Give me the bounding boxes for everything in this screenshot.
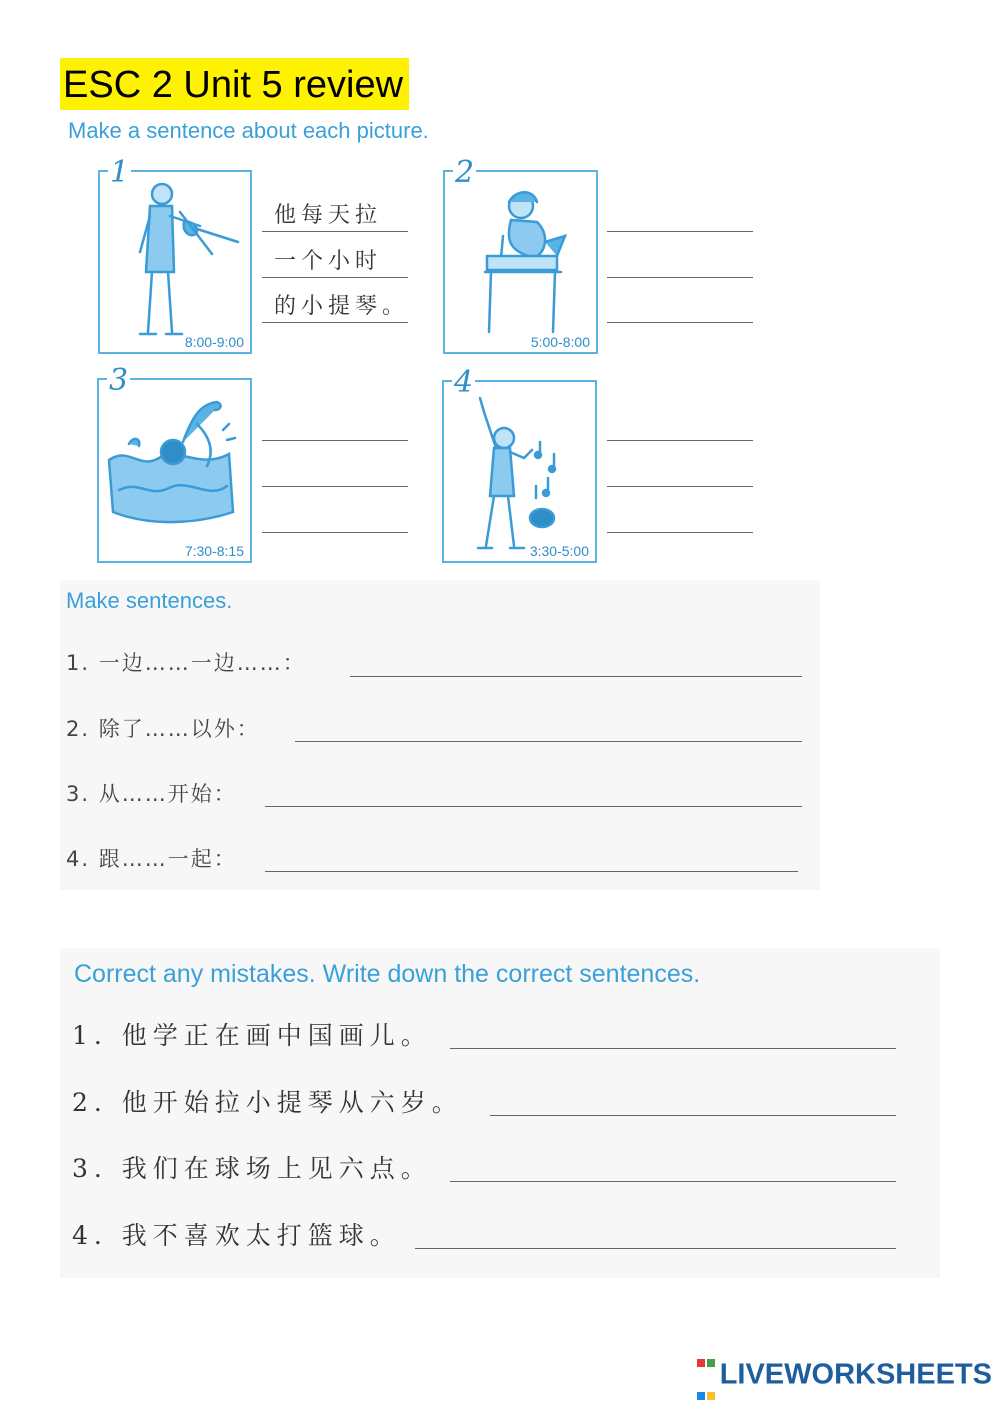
- make-sentence-item-4: 4. 跟……一起：: [66, 847, 237, 871]
- answer-line[interactable]: [490, 1115, 896, 1116]
- picture-1-violin-player: [98, 155, 252, 354]
- liveworksheets-logo[interactable]: [696, 1343, 992, 1409]
- studying-illustration: [445, 172, 596, 352]
- picture-time: 7:30-8:15: [184, 543, 244, 559]
- make-sentence-item-1: 1. 一边……一边……：: [66, 651, 306, 675]
- answer-line: [262, 277, 408, 278]
- picture-number: 4: [454, 365, 474, 400]
- correct-sentence-item-4: 4. 我不喜欢太打篮球。: [72, 1221, 401, 1250]
- answer-line[interactable]: [607, 440, 753, 441]
- picture-time: 8:00-9:00: [184, 334, 244, 350]
- answer-line[interactable]: [450, 1181, 896, 1182]
- correct-sentence-item-1: 1. 他学正在画中国画儿。: [72, 1021, 432, 1050]
- make-sentence-item-2: 2. 除了……以外：: [66, 717, 260, 741]
- picture-4-singer: [442, 365, 597, 563]
- example-line-2: 一个小时: [274, 249, 383, 274]
- picture-time: 3:30-5:00: [529, 543, 589, 559]
- answer-line[interactable]: [415, 1248, 896, 1249]
- answer-line[interactable]: [262, 532, 408, 533]
- picture-3-swimmer: [97, 363, 252, 563]
- violinist-illustration: [100, 172, 250, 352]
- answer-line: [262, 322, 408, 323]
- answer-line[interactable]: [262, 486, 408, 487]
- answer-line[interactable]: [607, 277, 753, 278]
- answer-line[interactable]: [295, 741, 802, 742]
- answer-line[interactable]: [450, 1048, 896, 1049]
- swimmer-illustration: [99, 380, 250, 561]
- answer-line: [262, 231, 408, 232]
- answer-line[interactable]: [607, 486, 753, 487]
- picture-number: 2: [455, 155, 475, 190]
- example-line-3: 的小提琴。: [274, 294, 410, 319]
- logo-text: LIVEWORKSHEETS: [719, 1358, 992, 1391]
- correct-sentence-item-2: 2. 他开始拉小提琴从六岁。: [72, 1088, 463, 1117]
- picture-2-person-studying: [443, 155, 598, 354]
- answer-line[interactable]: [350, 676, 802, 677]
- answer-line[interactable]: [607, 231, 753, 232]
- picture-time: 5:00-8:00: [530, 334, 590, 350]
- section1-heading: Make a sentence about each picture.: [68, 118, 429, 143]
- answer-line[interactable]: [265, 871, 798, 872]
- answer-line[interactable]: [262, 440, 408, 441]
- example-line-1: 他每天拉: [274, 203, 383, 228]
- make-sentence-item-3: 3. 从……开始：: [66, 782, 237, 806]
- correct-sentence-item-3: 3. 我们在球场上见六点。: [72, 1154, 432, 1183]
- worksheet-title: ESC 2 Unit 5 review: [60, 58, 409, 110]
- picture-number: 3: [109, 363, 129, 398]
- answer-line[interactable]: [607, 322, 753, 323]
- section2-heading: Make sentences.: [66, 588, 233, 613]
- section3-heading: Correct any mistakes. Write down the correct sentences.: [74, 960, 701, 988]
- picture-number: 1: [110, 155, 130, 190]
- answer-line[interactable]: [607, 532, 753, 533]
- logo-grid-icon: [696, 1343, 716, 1409]
- answer-line[interactable]: [265, 806, 802, 807]
- singer-illustration: [444, 382, 595, 561]
